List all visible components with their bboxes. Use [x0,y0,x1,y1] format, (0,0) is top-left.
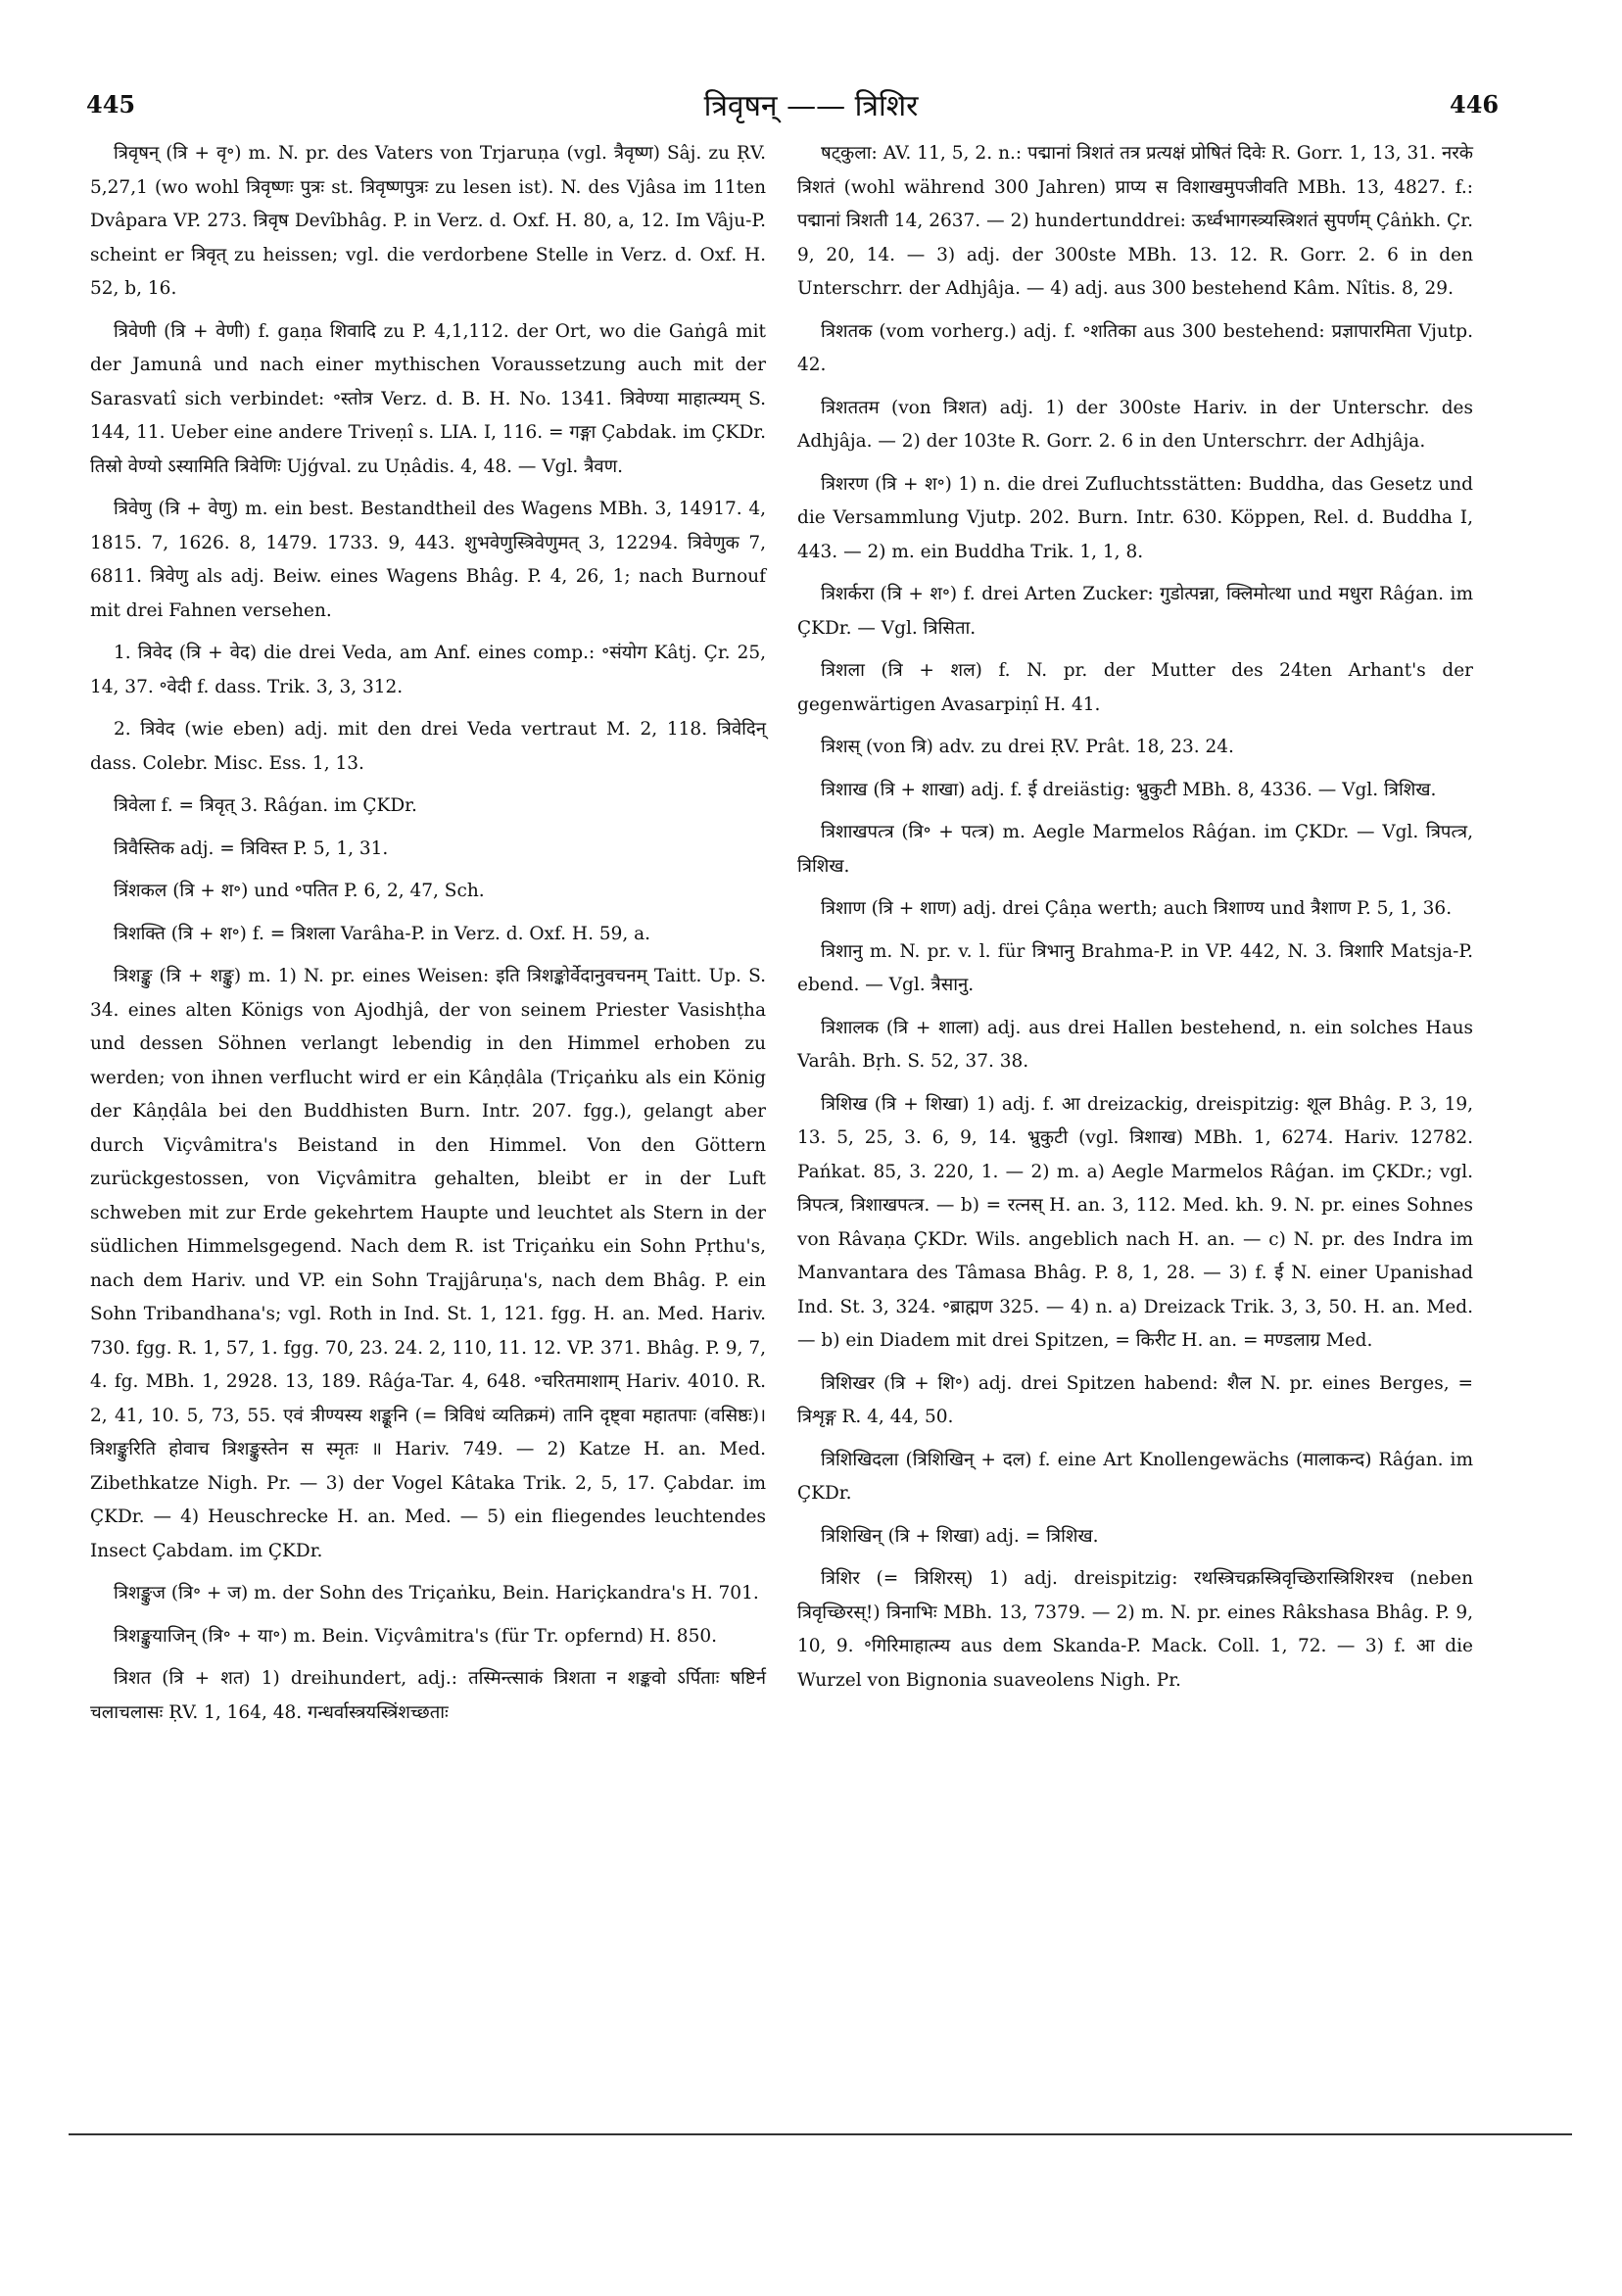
entry: त्रिशाख (त्रि + शाखा) adj. f. ई dreiästig: भ्रुकुटी MBh. 8, 4336. — Vgl. त्रिशिख. [821,779,1437,800]
entry: त्रिशत (त्रि + शत) 1) dreihundert, adj.: तस्मिन्त्साकं त्रिशता न शङ्कवो ऽर्पिताः षष्टिर्न चलाचलासः ṚV. 1, 164, 48. गन्धर्वास्त्रयस्त्रिंशच्छताः [90,1668,766,1723]
entry: त्रिशरण (त्रि + श॰) 1) n. die drei Zufluchtsstätten: Buddha, das Gesetz und die Versammlung Vjutp. 202. Burn. Intr. 630. Köppen, Rel. d. Buddha I, 443. — 2) m. ein Buddha Trik. 1, 1, 8. [797,473,1473,562]
entry: त्रिवेला f. = त्रिवृत् 3. Râǵan. im ÇKDr. [114,795,417,816]
entry: त्रिशालक (त्रि + शाला) adj. aus drei Hallen bestehend, n. ein solches Haus Varâh. Bṛh. S. 52, 37. 38. [797,1017,1473,1072]
entry: त्रिवेणु (त्रि + वेणु) m. ein best. Bestandtheil des Wagens MBh. 3, 14917. 4, 1815. 7, 1626. 8, 1479. 1733. 9, 443. शुभवेणुस्त्रिवेणुमत् 3, 12294. त्रिवेणुक 7, 6811. त्रिवेणु als adj. Beiw. eines Wagens Bhâg. P. 4, 26, 1; nach Burnouf mit drei Fahnen versehen. [90,499,766,621]
running-title: त्रिवृषन् —— त्रिशिर [703,89,919,123]
entry: त्रिशतक (vom vorherg.) adj. f. ॰शतिका aus 300 bestehend: प्रज्ञापारमिता Vjutp. 42. [797,320,1473,375]
right-column [797,137,1473,1706]
entry: त्रिशङ्कु (त्रि + शङ्कु) m. 1) N. pr. eines Weisen: इति त्रिशङ्कोर्वेदानुवचनम् Taitt. Up. S. 34. eines alten Königs von Ajodhjâ, der von seinem Priester Vasishṭha und dessen Söhnen verlangt lebendig in den Himmel erhoben zu werden; von ihnen verflucht wird er ein Kâṇḍâla (Triçaṅku als ein König der Kâṇḍâla bei den Buddhisten Burn. Intr. 207. fgg.), gelangt aber durch Viçvâmitra's Beistand in den Himmel. Von den Göttern zurückgestossen, von Viçvâmitra gehalten, bleibt er in der Luft schweben mit zur Erde gekehrtem Haupte und leuchtet als Stern in der südlichen Himmelsgegend. Nach dem R. ist Triçaṅku ein Sohn Pṛthu's, nach dem Hariv. und VP. ein Sohn Trajjâruṇa's, nach dem Bhâg. P. ein Sohn Tribandhana's; vgl. Roth in Ind. St. 1, 121. fgg. H. an. Med. Hariv. 730. fgg. R. 1, 57, 1. fgg. 70, 23. 24. 2, 110, 11. 12. VP. 371. Bhâg. P. 9, 7, 4. fg. MBh. 1, 2928. 13, 189. Râǵa-Tar. 4, 648. ॰चरितमाशाम् Hariv. 4010. R. 2, 41, 10. 5, 73, 55. एवं त्रीण्यस्य शङ्कूनि (= त्रिविधं व्यतिक्रमं) तानि दृष्ट्वा महातपाः (वसिष्ठः)। त्रिशङ्कुरिति होवाच त्रिशङ्कुस्तेन स स्मृतः ॥ Hariv. 749. — 2) Katze H. an. Med. Zibethkatze Nigh. Pr. — 3) der Vogel Kâtaka Trik. 2, 5, 17. Çabdar. im ÇKDr. — 4) Heuschrecke H. an. Med. — 5) ein fliegendes leuchtendes Insect Çabdam. im ÇKDr. [90,966,766,1561]
entry: त्रिशला (त्रि + शल) f. N. pr. der Mutter des 24ten Arhant's der gegenwärtigen Avasarpiṇî H. 41. [797,660,1473,715]
entry: त्रिशिखर (त्रि + शि॰) adj. drei Spitzen habend: शैल N. pr. eines Berges, = त्रिशृङ्ग R. 4, 44, 50. [797,1372,1473,1427]
entry: त्रिवृषन् (त्रि + वृ॰) m. N. pr. des Vaters von Trjaruṇa (vgl. त्रैवृष्ण) Sâj. zu ṚV. 5,27,1 (wo wohl त्रिवृष्णः पुत्रः st. त्रिवृष्णपुत्रः zu lesen ist). N. des Vjâsa im 11ten Dvâpara VP. 273. त्रिवृष Devîbhâg. P. in Verz. d. Oxf. H. 80, a, 12. Im Vâju-P. scheint er त्रिवृत् zu heissen; vgl. die verdorbene Stelle in Verz. d. Oxf. H. 52, b, 16. [90,143,766,299]
entry: 2. त्रिवेद (wie eben) adj. mit den drei Veda vertraut M. 2, 118. त्रिवेदिन् dass. Colebr. Misc. Ess. 1, 13. [90,719,766,774]
entry: त्रिशाखपत्त्र (त्रि॰ + पत्त्र) m. Aegle Marmelos Râǵan. im ÇKDr. — Vgl. त्रिपत्त्र, त्रिशिख. [797,822,1473,877]
entry: त्रिशिर (= त्रिशिरस्) 1) adj. dreispitzig: रथस्त्रिचक्रस्त्रिवृच्छिरास्त्रिशिरश्च (neben त्रिवृच्छिरस्!) त्रिनाभिः MBh. 13, 7379. — 2) m. N. pr. eines Râkshasa Bhâg. P. 9, 10, 9. ॰गिरिमाहात्म्य aus dem Skanda-P. Mack. Coll. 1, 72. — 3) f. आ die Wurzel von Bignonia suaveolens Nigh. Pr. [797,1568,1473,1691]
entry: त्रिशक्ति (त्रि + श॰) f. = त्रिशला Varâha-P. in Verz. d. Oxf. H. 59, a. [114,923,651,944]
entry: त्रिशिखिन् (त्रि + शिखा) adj. = त्रिशिख. [821,1525,1099,1547]
entry: त्रिंशकल (त्रि + श॰) und ॰पतित P. 6, 2, 47, Sch. [114,881,485,901]
bottom-rule [69,2133,1572,2135]
entry: त्रिवैस्तिक adj. = त्रिविस्त P. 5, 1, 31. [114,837,389,859]
entry: त्रिशिखिदला (त्रिशिखिन् + दल) f. eine Art Knollengewächs (मालाकन्द) Râǵan. im ÇKDr. [797,1449,1473,1504]
entry: त्रिशङ्कुज (त्रि॰ + ज) m. der Sohn des Triçaṅku, Bein. Hariçkandra's H. 701. [114,1583,759,1603]
entry: त्रिशिख (त्रि + शिखा) 1) adj. f. आ dreizackig, dreispitzig: शूल Bhâg. P. 3, 19, 13. 5, 25, 3. 6, 9, 14. भ्रुकुटी (vgl. त्रिशाख) MBh. 1, 6274. Hariv. 12782. Pańkat. 85, 3. 220, 1. — 2) m. a) Aegle Marmelos Râǵan. im ÇKDr.; vgl. त्रिपत्त्र, त्रिशाखपत्त्र. — b) = रत्नस् H. an. 3, 112. Med. kh. 9. N. pr. eines Sohnes von Râvaṇa ÇKDr. Wils. angeblich nach H. an. — c) N. pr. des Indra im Manvantara des Tâmasa Bhâg. P. 8, 1, 28. — 3) f. ई N. einer Upanishad Ind. St. 3, 324. ॰ब्राह्मण 325. — 4) n. a) Dreizack Trik. 3, 3, 50. H. an. Med. — b) ein Diadem mit drei Spitzen, = किरीट H. an. = मण्डलाग्र Med. [797,1093,1473,1351]
entry: 1. त्रिवेद (त्रि + वेद) die drei Veda, am Anf. eines comp.: ॰संयोग Kâtj. Çr. 25, 14, 37. ॰वेदी f. dass. Trik. 3, 3, 312. [90,643,766,697]
entry: त्रिशर्करा (त्रि + श॰) f. drei Arten Zucker: गुडोत्पन्ना, क्लिमोत्था und मधुरा Râǵan. im ÇKDr. — Vgl. त्रिसिता. [797,584,1473,639]
entry: त्रिशानु m. N. pr. v. l. für त्रिभानु Brahma-P. in VP. 442, N. 3. त्रिशारि Matsja-P. ebend. — Vgl. त्रैसानु. [797,940,1473,995]
left-column [90,137,766,1739]
entry: त्रिशङ्कुयाजिन् (त्रि॰ + या॰) m. Bein. Viçvâmitra's (für Tr. opfernd) H. 850. [114,1625,717,1647]
entry: त्रिशततम (von त्रिशत) adj. 1) der 300ste Hariv. in der Unterschr. des Adhjâja. — 2) der 103te R. Gorr. 2. 6 in den Unterschrr. der Adhjâja. [797,397,1473,452]
entry: षट्कुला: AV. 11, 5, 2. n.: पद्मानां त्रिशतं तत्र प्रत्यक्षं प्रोषितं दिवेः R. Gorr. 1, 13, 31. नरके त्रिशतं (wohl während 300 Jahren) प्राप्य स विशाखमुपजीवति MBh. 13, 4827. f.: पद्मानां त्रिशती 14, 2637. — 2) hundertunddrei: ऊर्ध्वभागस्त्र्यस्त्रिशतं सुपर्णम् Çâṅkh. Çr. 9, 20, 14. — 3) adj. der 300ste MBh. 13. 12. R. Gorr. 2. 6 in den Unterschrr. der Adhjâja. — 4) adj. aus 300 bestehend Kâm. Nîtis. 8, 29. [797,143,1473,299]
page-number-left: 445 [86,90,136,119]
entry: त्रिशाण (त्रि + शाण) adj. drei Çâṇa werth; auch त्रिशाण्य und त्रैशाण P. 5, 1, 36. [821,898,1453,919]
entry: त्रिवेणी (त्रि + वेणी) f. gaṇa शिवादि zu P. 4,1,112. der Ort, wo die Gaṅgâ mit der Jamunâ und nach einer mythischen Voraussetzung auch mit der Sarasvatî sich verbindet: ॰स्तोत्र Verz. d. B. H. No. 1341. त्रिवेण्या माहात्म्यम् S. 144, 11. Ueber eine andere Triveṇî s. LIA. I, 116. = गङ्गा Çabdak. im ÇKDr. तिस्रो वेण्यो ऽस्यामिति त्रिवेणिः Ujǵval. zu Uṇâdis. 4, 48. — Vgl. त्रैवण. [90,320,766,477]
entry: त्रिशस् (von त्रि) adv. zu drei ṚV. Prât. 18, 23. 24. [821,737,1234,757]
page-number-right: 446 [1450,90,1500,119]
